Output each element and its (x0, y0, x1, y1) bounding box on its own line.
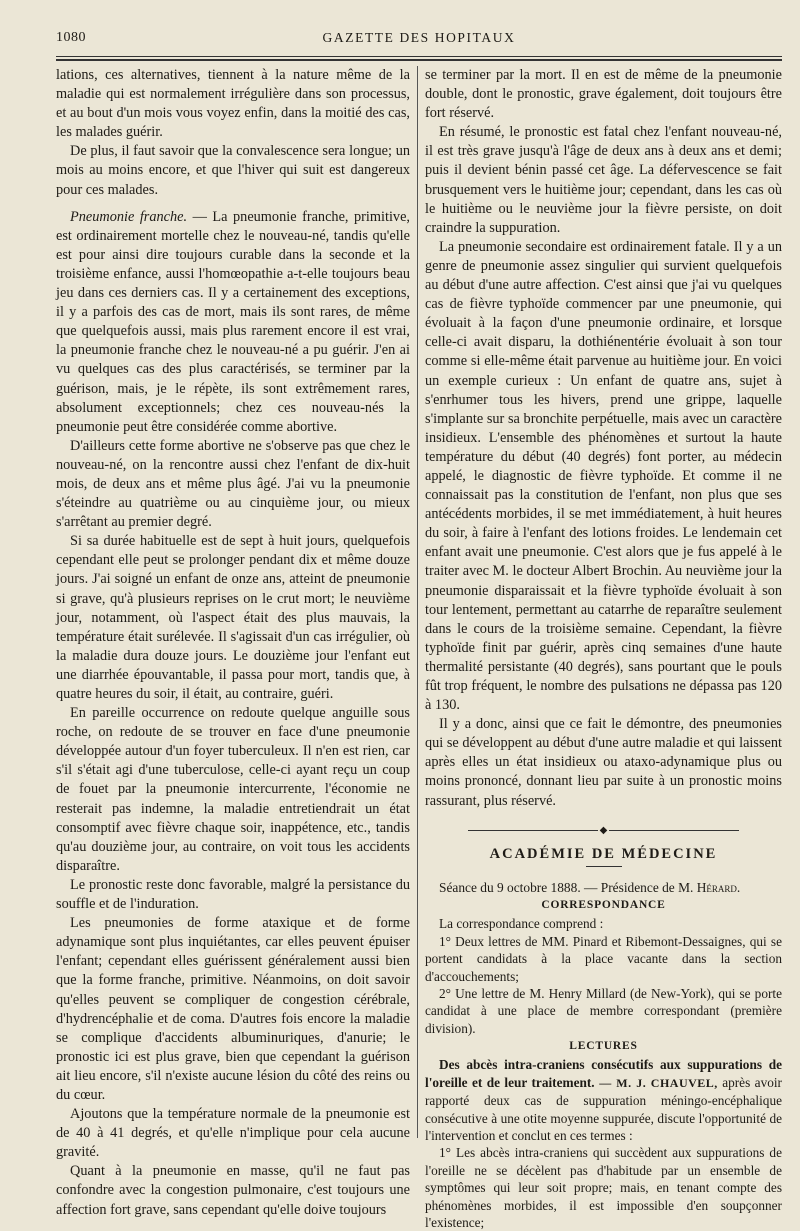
paragraph: Le pronostic reste donc favorable, malgré la persistance du souffle et de l'induration. (56, 876, 410, 913)
lecture-title: Des abcès intra-craniens consécutifs aux suppurations de l'oreille et de leur traitement. (425, 1057, 782, 1090)
paragraph-pneumonie-franche (56, 208, 410, 437)
running-title: GAZETTE DES HOPITAUX (322, 30, 516, 45)
paragraph: En pareille occurrence on redoute quelque anguille sous roche, on redoute de se trouver en face d'une pneumonie développée autour d'un foyer tuberculeux. Il n'en est rien, car s'il s'était agi d'une tuberculose, celle-ci ayant reçu un coup de fouet par la pneumonie intercurrente, l'économie ne resterait pas indemne, la maladie entretiendrait un état consomptif avec fièvre chaque soir, inappétence, etc., tandis qu'au douzième jour, au contraire, on voit tous les accidents disparaître. (56, 705, 410, 874)
ornament-dot: ◆ (599, 824, 608, 836)
seance-text: Séance du 9 octobre 1888. — Présidence de M. (439, 879, 697, 895)
paragraph: Quant à la pneumonie en masse, qu'il ne faut pas confondre avec la congestion pulmonaire, c'est toujours une affection fort grave, sans cependant qu'elle doive toujours (56, 1163, 410, 1218)
correspondance-item: 2° Une lettre de M. Henry Millard (de New-York), qui se porte candidat à une place de membre correspondant (première division). (425, 986, 782, 1036)
lecture-text: après avoir rapporté deux cas de suppuration méningo-encéphalique consécutive à une otite moyenne suppurée, discute l'opportunité de l'intervention et conclut en ces termes : (425, 1074, 782, 1143)
lecture-author: — M. J. CHAUVEL, (594, 1075, 718, 1090)
lectures-heading: LECTURES (569, 1040, 638, 1053)
header-rule-thin (56, 56, 782, 57)
paragraph: La pneumonie secondaire est ordinairement fatale. Il y a un genre de pneumonie assez singulier qui survient quelquefois au début d'une autre affection. C'est ainsi que j'ai vu quelques cas de fièvre typhoïde commencer par une pneumonie, qui évoluait à la façon d'une pneumonie ordinaire, et lorsque celle-ci avait disparu, la dothiénentérie évoluait à son tour comme si elle-même était parvenue au huitième jour. En voici un exemple curieux : Un enfant de quatre ans, sujet à s'enrhumer tous les hivers, prend une grippe, laquelle s'implante sur sa bronchite perpétuelle, mais avec un caractère insidieux. L'ensemble des phénomènes et surtout la haute température du début (40 degrés) font porter, au médecin appelé, le diagnostic de fièvre typhoïde. Et comme il ne connaissait pas la constitution de l'enfant, non plus que ses antécédents morbides, il se met immédiatement, à huit heures du soir, à faire à l'enfant des lotions froides. Le lendemain cet enfant avait une pneumonie. C'est alors que je fus appelé à le traiter avec M. le docteur Albert Brochin. Au neuvième jour la pneumonie disparaissait et la fièvre typhoïde évoluait à son tour lentement, permettant au catarrhe de reparaître seulement dans le cours de la troisième semaine. Cependant, la fièvre typhoïde finit par guérir, après cinq semaines d'une haute thermalité persistante (40 degrés), sans pourtant que le pouls fût trop fréquent, le nombre des pulsations ne dépassa pas 120 à 130. (425, 238, 782, 714)
header-rule-thick (56, 59, 782, 61)
paragraph: Si sa durée habituelle est de sept à huit jours, quelquefois cependant elle peut se prolonger pendant dix et même douze jours. J'ai soigné un enfant de onze ans, atteint de pneumonie si grave, qu'à plusieurs reprises on le crut mort; le neuvième jour, notamment, où l'aspect était des plus mauvais, la température était surélevée. Il s'agissait d'un cas irrégulier, où la maladie dura douze jours. Le douzième jour l'enfant eut une diarrhée épouvantable, il passa pour mort, tandis que, à quatre heures du soir, il était, au contraire, guéri. (56, 533, 410, 702)
paragraph: Les pneumonies de forme ataxique et de forme adynamique sont plus inquiétantes, car elles peuvent épuiser l'enfant; cependant elles guérissent généralement aussi bien que la forme franche, primitive. Néanmoins, on doit savoir qu'elles peuvent se compliquer de congestion cérébrale, d'hydrencéphalie et de coma. D'autres fois encore la maladie se complique d'accidents albuminuriques, d'anurie; le pronostic ici est plus grave, bien que cependant la guérison ait lieu encore, s'il n'existe aucune lésion du côté des reins ou du cœur. (56, 915, 410, 1103)
section-ornament (425, 821, 782, 836)
lecture-paragraph (425, 1056, 782, 1144)
correspondance-item: 1° Deux lettres de MM. Pinard et Ribemont-Dessaignes, qui se portent candidats à la place vacante dans la section d'accouchements; (425, 933, 782, 984)
paragraph: Il y a donc, ainsi que ce fait le démontre, des pneumonies qui se développent au début d'une autre maladie et qui laissent après elles un état insidieux ou ataxo-adynamique plus ou moins prononcé, donnant lieu par suite à un pronostic moins rassurant, plus réservé. (425, 716, 782, 809)
left-column (56, 66, 410, 1218)
paragraph: lations, ces alternatives, tiennent à la nature même de la maladie qui est normalement irrégulière dans son processus, et au bout d'un mois vous voyez enfin, dans la moitié des cas, les malades guérir. (56, 67, 410, 141)
paragraph: D'ailleurs cette forme abortive ne s'observe pas que chez le nouveau-né, on la rencontre aussi chez l'enfant de dix-huit mois, de deux ans et même plus âgé. J'ai vu la pneumonie s'éteindre au quatrième ou au cinquième jour, ou mieux s'arrêtant au premier degré. (56, 437, 410, 531)
paragraph: Ajoutons que la température normale de la pneumonie est de 40 à 41 degrés, et qu'elle n'implique pour cela aucune gravité. (56, 1106, 410, 1161)
ornament-line (468, 830, 598, 831)
column-divider (417, 66, 418, 1138)
section-lead: Pneumonie franche. (70, 208, 188, 225)
ornament-line (609, 830, 739, 831)
paragraph: De plus, il faut savoir que la convalescence sera longue; un mois au moins encore, et que l'hiver qui suit est dangereux pour ces malades. (56, 143, 410, 198)
paragraph: En résumé, le pronostic est fatal chez l'enfant nouveau-né, il est très grave jusqu'à l'âge de deux ans à deux ans et demi; puis il devient bénin passé cet âge. La défervescence se fait brusquement vers le huitième jour; cependant, dans les cas où le huitième ou le neuvième jour la fièvre persiste, on doit craindre la suppuration. (425, 124, 782, 236)
correspondance-heading: CORRESPONDANCE (541, 899, 666, 912)
seance-line (425, 879, 782, 897)
title-rule (586, 866, 622, 867)
lecture-item: 1° Les abcès intra-craniens qui succèdent aux suppurations de l'oreille ne se décèlent pas d'habitude par un ensemble de symptômes qui leur soit propre; mais, en tenant compte des phénomènes morbides, il est impossible d'en soupçonner l'existence; (425, 1145, 782, 1231)
correspondance-intro: La correspondance comprend : (439, 916, 604, 932)
academy-title: ACADÉMIE DE MÉDECINE (489, 845, 718, 862)
page-header (56, 30, 782, 50)
president-name: Hérard (696, 879, 737, 895)
seance-end: . (736, 879, 741, 895)
right-column (425, 66, 782, 1231)
page-number: 1080 (56, 30, 86, 45)
paragraph: se terminer par la mort. Il en est de même de la pneumonie double, dont le pronostic, grave également, doit toujours être fort réservé. (425, 67, 782, 122)
paragraph-text: — La pneumonie franche, primitive, est ordinairement mortelle chez le nouveau-né, tandis qu'elle est pour ainsi dire toujours curable dans la seconde et la troisième enfance, aussi l'homœopathie a-t-elle toujours beau jeu dans ces derniers cas. Il y a certainement des exceptions, il y a parfois des cas de mort, mais ils sont rares, de même que quelquefois aussi, mais plus rarement encore il est vrai, la pneumonie franche chez le nouveau-né a pu guérir. J'en ai vu quelques cas des plus caractérisés, se terminer par la guérison, mais, je le répète, ils sont extrêmement rares, absolument exceptionnels; chez ces nouveau-nés la pneumonie peut être considérée comme abortive. (56, 208, 410, 435)
